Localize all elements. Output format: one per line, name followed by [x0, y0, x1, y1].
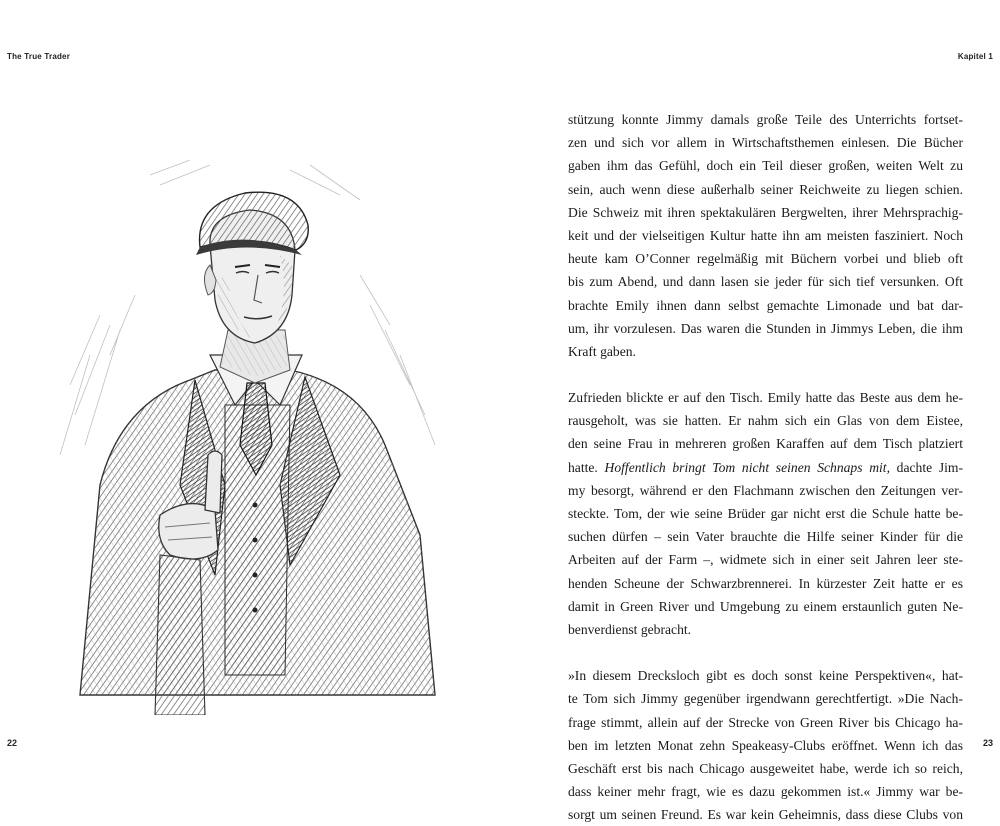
text-line: sein, auch wenn diese außerhalb seiner Reichweite zu liegen schien. [568, 181, 963, 197]
text-line: suchen dürfen – sein Vater brauchte die Hilfe seiner Kinder für die [568, 529, 963, 545]
text-line: Arbeiten auf der Farm –, widmete sich in einer seit Jahren leer ste- [568, 552, 963, 568]
text-line: brachte Emily ihnen dann selbst gemachte Limonade und bat dar- [568, 297, 963, 313]
text-line: my besorgt, während er den Flachmann zwischen den Zeitungen ver- [568, 482, 963, 498]
text-line: »In diesem Drecksloch gibt es doch sonst keine Perspektiven«, hat- [568, 668, 963, 684]
text-line: bis zum Abend, und dann lasen sie jeder für sich tief versunken. Oft [568, 274, 963, 290]
text-line: te Tom sich Jimmy gegenüber irgendwann gerechtfertigt. »Die Nach- [568, 691, 963, 707]
text-fragment: hatte. [568, 459, 598, 475]
text-line: Kraft gaben. [568, 343, 636, 359]
text-line: stützung konnte Jimmy damals große Teile des Unterrichts fortset- [568, 112, 963, 127]
text-fragment: dachte Jim- [889, 459, 964, 475]
italic-thought: Hoffentlich bringt Tom nicht seinen Schnaps mit, [604, 459, 890, 475]
text-line: heute kam O’Conner regelmäßig mit Büchern vorbei und blieb oft [568, 251, 963, 267]
text-line: rausgeholt, was sie hatten. Er nahm sich ein Glas von dem Eistee, [568, 413, 963, 429]
text-line: dass keiner mehr fragt, wie es dazu gekommen ist.« Jimmy war be- [568, 784, 963, 800]
text-line: frage stimmt, allein auf der Strecke von Green River bis Chicago ha- [568, 714, 963, 730]
text-line: keit und der vielseitigen Kultur hatte ihn am meisten fasziniert. Noch [568, 227, 963, 243]
text-line: sorgt um seinen Freund. Es war kein Geheimnis, dass diese Clubs von [568, 807, 963, 823]
text-line: zen und sich vor allem in Wirtschaftsthemen einlesen. Die Bücher [568, 135, 963, 151]
text-line: damit in Green River und Umgebung zu einem erstaunlich guten Ne- [568, 598, 963, 614]
text-line: gaben ihm das Gefühl, doch ein Teil dieser großen, weiten Welt zu [568, 158, 963, 174]
pencil-sketch-portrait-illustration [40, 155, 440, 715]
text-line: henden Scheune der Schwarzbrennerei. In kürzester Zeit hatte er es [568, 575, 963, 591]
page-number-left: 22 [7, 738, 18, 748]
text-line-with-italic [568, 456, 963, 479]
running-head-book-title: The True Trader [7, 52, 71, 61]
text-line: Geschäft erst bis nach Chicago ausgeweitet habe, werde ich so reich, [568, 760, 963, 776]
body-text-column [568, 108, 963, 826]
text-line: ben im letzten Monat zehn Speakeasy-Clubs eröffnet. Wenn ich das [568, 737, 963, 753]
page-number-right: 23 [982, 738, 993, 748]
paragraph-1 [568, 108, 963, 363]
text-line: den seine Frau in mehreren großen Karaffen auf dem Tisch platziert [568, 436, 963, 452]
text-line: benverdienst gebracht. [568, 621, 692, 637]
text-line: Zufrieden blickte er auf den Tisch. Emily hatte das Beste aus dem he- [568, 390, 963, 406]
paragraph-3 [568, 664, 963, 826]
paragraph-2 [568, 386, 963, 641]
running-head-chapter: Kapitel 1 [957, 52, 993, 61]
text-line: Die Schweiz mit ihren spektakulären Bergwelten, ihrer Mehrsprachig- [568, 204, 963, 220]
text-line: um, ihr vorzulesen. Das waren die Stunden in Jimmys Leben, die ihm [568, 320, 963, 336]
text-line: steckte. Tom, der wie seine Brüder gar nicht erst die Schule hatte be- [568, 506, 963, 521]
